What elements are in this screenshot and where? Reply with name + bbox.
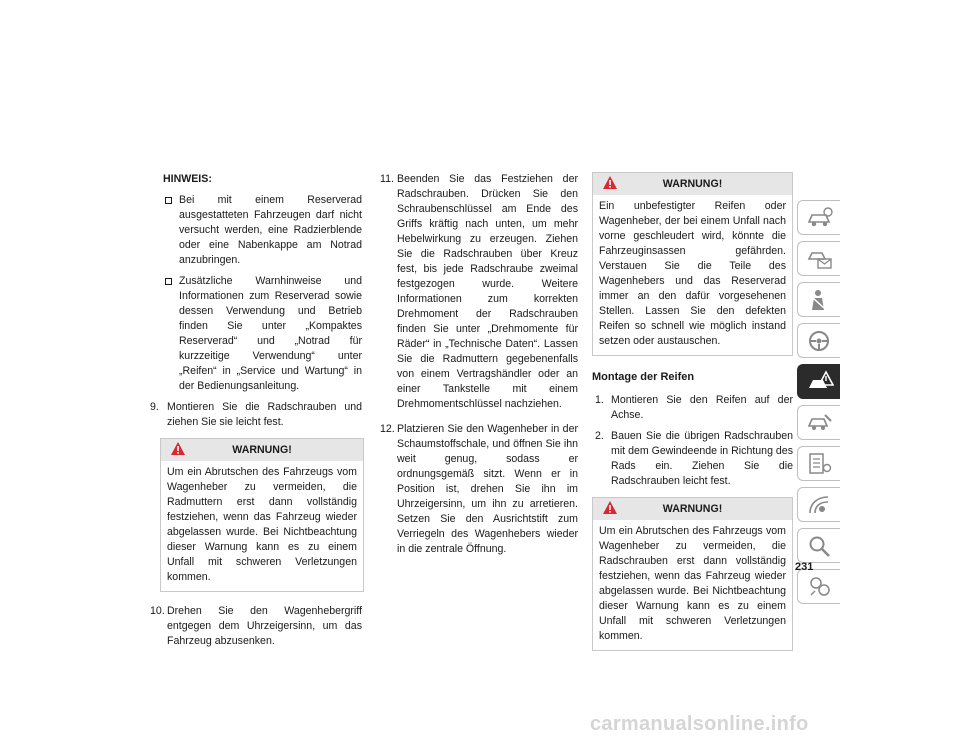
tab-car-info[interactable]	[797, 200, 840, 235]
breakdown-warning-icon	[806, 370, 834, 394]
step-1: 1. Montieren Sie den Reifen auf der Achse.	[595, 394, 793, 421]
warning-triangle-icon	[171, 442, 185, 455]
square-bullet-icon	[165, 278, 172, 285]
step-2: 2. Bauen Sie die übrigen Radschrauben mit dem Gewindeende in Richtung des Rads ein. Ziehen Sie die Radschrauben leicht fest.	[595, 430, 793, 487]
warning-triangle-icon	[603, 176, 617, 189]
step-12: 12. Platzieren Sie den Wagenheber in der Schaumstoffschale, und öffnen Sie ihn weit genug, sodass er ordnungsgemäß sitzt. Wenn er in Position ist, drehen Sie ihn im Uhrzeigersinn, um ihn zu arretieren. Setzen Sie den Ausrichtstift zum Verriegeln des Wagenhebers wieder in die zentrale Öffnung.	[380, 423, 578, 555]
steering-wheel-icon	[806, 329, 834, 353]
warning-triangle-icon	[603, 501, 617, 514]
watermark: carmanualsonline.info	[590, 713, 809, 735]
search-index-icon	[806, 534, 834, 558]
list-item: Bei mit einem Reserverad ausgestatteten Fahrzeugen darf nicht versucht werden, eine Radzierblende oder eine Nabenkappe am Notrad anzubringen.	[163, 193, 362, 268]
tab-language[interactable]	[797, 569, 840, 604]
tab-search-index[interactable]	[797, 528, 840, 563]
warning-header: WARNUNG!	[593, 498, 792, 520]
square-bullet-icon	[165, 197, 172, 204]
middle-column	[380, 172, 578, 563]
language-icon	[806, 575, 834, 599]
multimedia-icon	[806, 493, 834, 517]
tab-multimedia[interactable]	[797, 487, 840, 522]
warning-text: Um ein Abrutschen des Fahrzeugs vom Wagenheber zu vermeiden, die Radmuttern erst dann vollständig festziehen, wenn das Fahrzeug wieder abgelassen wurde. Bei Nichtbeachtung dieser Warnung kann es zu einem Unfall mit schweren Verletzungen kommen.	[167, 466, 357, 583]
specifications-icon	[806, 452, 834, 476]
step-10: 10. Drehen Sie den Wagenhebergriff entgegen dem Uhrzeigersinn, um das Fahrzeug abzusenken.	[150, 605, 362, 647]
car-service-icon	[806, 411, 834, 435]
section-title: Montage der Reifen	[592, 371, 695, 383]
note-heading: HINWEIS:	[163, 173, 212, 185]
seatbelt-icon	[806, 288, 834, 312]
car-mail-icon	[806, 247, 834, 271]
left-column	[150, 172, 362, 655]
tab-car-mail[interactable]	[797, 241, 840, 276]
right-column	[592, 164, 793, 663]
warning-header: WARNUNG!	[161, 439, 363, 461]
tab-specifications[interactable]	[797, 446, 840, 481]
tab-breakdown[interactable]	[797, 364, 840, 399]
warning-header: WARNUNG!	[593, 173, 792, 195]
tab-steering-wheel[interactable]	[797, 323, 840, 358]
warning-text: Um ein Abrutschen des Fahrzeugs vom Wagenheber zu vermeiden, die Radschrauben erst dann vollständig festziehen, wenn das Fahrzeug wieder abgelassen wurde. Bei Nichtbeachtung dieser Warnung kann es zu einem Unfall mit schweren Verletzungen kommen.	[599, 525, 786, 642]
page-number: 231	[795, 561, 814, 573]
warning-box	[592, 172, 793, 356]
car-info-icon	[806, 206, 834, 230]
tab-seatbelt[interactable]	[797, 282, 840, 317]
warning-box	[592, 497, 793, 651]
chapter-tabs	[797, 200, 840, 610]
warning-box	[160, 438, 364, 592]
list-item: Zusätzliche Warnhinweise und Informationen zum Reserverad sowie dessen Verwendung und Betrieb finden Sie unter „Kompaktes Reserverad“ und „Notrad für kurzzeitige Verwendung“ unter „Reifen“ in „Service und Wartung“ in der Bedienungsanleitung.	[163, 274, 362, 394]
tab-car-service[interactable]	[797, 405, 840, 440]
warning-text: Ein unbefestigter Reifen oder Wagenheber, der bei einem Unfall nach vorne geschleudert wird, könnte die Fahrzeuginsassen gefährden. Verstauen Sie die Teile des Wagenhebers und das Reserverad immer an den dafür vorgesehenen Stellen. Lassen Sie den defekten Reifen so schnell wie möglich instand setzen oder austauschen.	[599, 200, 786, 347]
step-11: 11. Beenden Sie das Festziehen der Radschrauben. Drücken Sie den Schraubenschlüssel am Ende des Griffs kräftig nach unten, um mehr Hebelwirkung zu erzeugen. Ziehen Sie die Radschrauben über Kreuz fest, bis jede Radschraube zweimal festgezogen wurde. Weitere Informationen zum korrekten Drehmoment der Radschrauben finden Sie unter „Drehmomente für Räder“ in „Technische Daten“. Lassen Sie die Radmuttern gegebenenfalls von einem Vertragshändler oder an einer Tankstelle mit einem Drehmomentschlüssel nachziehen.	[380, 173, 578, 410]
step-9: 9. Montieren Sie die Radschrauben und ziehen Sie sie leicht fest.	[150, 401, 362, 428]
